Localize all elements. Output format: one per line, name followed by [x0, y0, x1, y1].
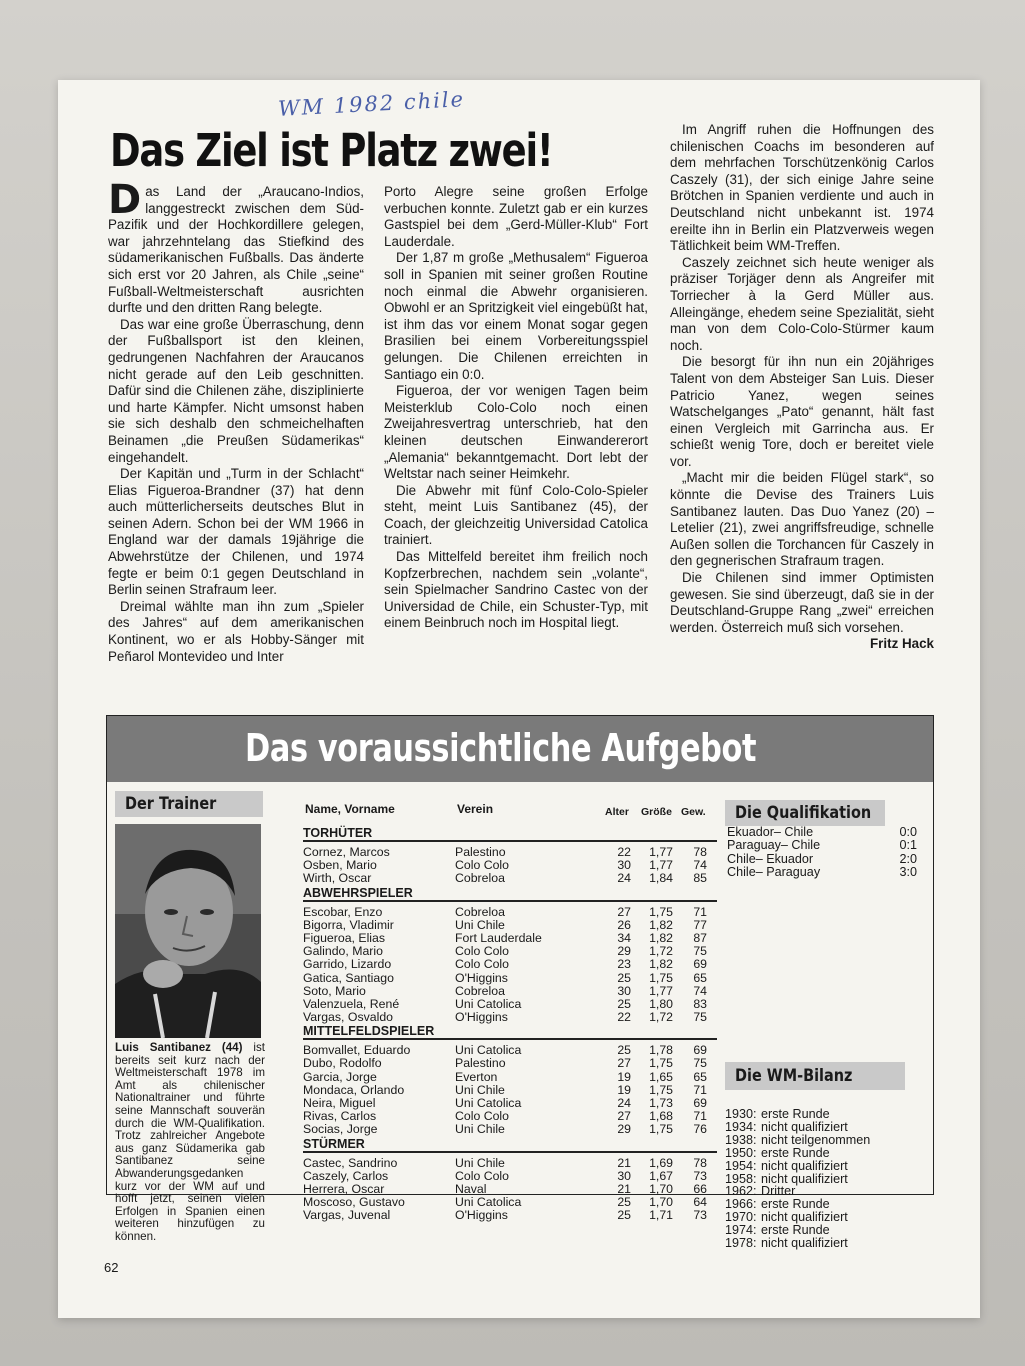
player-age: 22: [617, 1010, 631, 1025]
player-height: 1,80: [649, 996, 673, 1011]
player-club: Colo Colo: [455, 944, 509, 959]
bilanz-year: 1978:: [725, 1236, 757, 1251]
player-name: Wirth, Oscar: [303, 871, 372, 886]
magazine-page: [58, 80, 980, 1318]
bilanz-year: 1930:: [725, 1107, 757, 1121]
qualification-header: Die Qualifikation: [725, 800, 885, 826]
col-club: Verein: [457, 802, 494, 816]
player-club: Cobreloa: [455, 904, 505, 919]
player-name: Moscoso, Gustavo: [303, 1195, 405, 1210]
article-paragraph: Der 1,87 m große „Methusalem“ Figueroa soll in Spanien mit seiner großen Routine noch einmal die Abwehr organisieren. Obwohl er an Spritzigkeit viel eingebüßt hat, ist ihm das vor einem Monat sogar gegen Brasilien bei einem Vorbereitungsspiel gelungen. Die Chilenen erreichten in Santiago ein 0:0.: [384, 250, 648, 382]
article-paragraph: Porto Alegre seine großen Erfolge verbuchen konnte. Zuletzt gab er ein kurzes Gastspiel bei dem „Gerd-Müller-Klub“ Fort Lauderdale.: [384, 184, 648, 249]
player-weight: 65: [693, 970, 707, 985]
player-weight: 83: [693, 996, 707, 1011]
article-paragraph: Die Chilenen sind immer Optimisten gewesen. Sie sind überzeugt, daß sie in der Deutschland-Gruppe Rang „zwei“ erreichen werden. Österreich muß sich vorsehen.: [670, 570, 934, 635]
squad-box: [106, 715, 934, 1251]
player-club: Fort Lauderdale: [455, 930, 542, 945]
player-weight: 78: [693, 845, 707, 859]
trainer-header: Der Trainer: [115, 791, 263, 817]
list-item: [727, 826, 917, 839]
player-weight: 87: [693, 930, 707, 945]
player-club: Everton: [455, 1069, 498, 1084]
table-row: [303, 1011, 717, 1024]
player-weight: 73: [693, 1168, 707, 1183]
player-club: Uni Catolica: [455, 996, 522, 1011]
player-club: Uni Chile: [455, 1082, 505, 1097]
player-height: 1,77: [649, 845, 673, 859]
player-weight: 71: [693, 904, 707, 919]
player-weight: 64: [693, 1195, 707, 1210]
player-height: 1,70: [649, 1181, 673, 1196]
player-weight: 71: [693, 1109, 707, 1124]
player-name: Dubo, Rodolfo: [303, 1056, 382, 1071]
player-age: 25: [617, 1043, 631, 1058]
player-height: 1,77: [649, 858, 673, 873]
player-height: 1,69: [649, 1155, 673, 1170]
player-club: Colo Colo: [455, 1109, 509, 1124]
player-height: 1,71: [649, 1208, 673, 1223]
player-weight: 71: [693, 1082, 707, 1097]
article-paragraph: Das Mittelfeld bereitet ihm freilich noch Kopfzerbrechen, nachdem sein „volante“, sein Spielmacher Sandrino Castec von der Universidad de Chile, ein Schuster-Typ, mit einem Beinbruch noch im Hospital liegt.: [384, 549, 648, 631]
bilanz-result: nicht qualifiziert: [761, 1210, 848, 1225]
player-weight: 77: [693, 917, 707, 932]
player-age: 30: [617, 858, 631, 873]
table-row: [303, 1123, 717, 1136]
player-name: Valenzuela, René: [303, 996, 400, 1011]
table-row: [303, 1157, 717, 1170]
player-club: Uni Catolica: [455, 1096, 522, 1110]
player-club: Uni Chile: [455, 1155, 505, 1170]
bilanz-year: 1966:: [725, 1197, 757, 1212]
bilanz-result: nicht qualifiziert: [761, 1158, 848, 1173]
player-weight: 66: [693, 1181, 707, 1196]
match-score: 0:0: [899, 825, 917, 839]
player-age: 19: [617, 1082, 631, 1097]
col-height: Größe: [641, 806, 672, 818]
player-height: 1,75: [649, 1122, 673, 1137]
dropcap: D: [108, 177, 142, 223]
player-name: Caszely, Carlos: [303, 1168, 389, 1183]
article-paragraph: Die besorgt für ihn nun ein 20jähriges Talent von dem Absteiger San Luis. Dieser Patricio Yanez, wegen seines Watschelganges „Pato“ genannt, hält fast einen Vergleich mit Garrincha aus. Er schießt wenig Tore, doch er bereitet viele vor.: [670, 354, 934, 469]
squad-group-heading: ABWEHRSPIELER: [303, 886, 717, 902]
squad-table-header: [303, 796, 717, 826]
match-score: 3:0: [899, 865, 917, 880]
match-pairing: Paraguay– Chile: [727, 838, 821, 853]
player-age: 30: [617, 983, 631, 998]
player-weight: 75: [693, 944, 707, 959]
player-weight: 65: [693, 1069, 707, 1084]
article-column-3: [670, 122, 934, 653]
player-club: Uni Catolica: [455, 1043, 522, 1058]
article-paragraph: „Macht mir die beiden Flügel stark“, so könnte die Devise des Trainers Luis Santibanez lauten. Das Duo Yanez (20) – Letelier (21), zwei angriffsfreudige, schnelle Außen sollen die Torchancen für Caszely in den gegnerischen Strafraum tragen.: [670, 470, 934, 569]
article-paragraph: Caszely zeichnet sich heute weniger als präziser Torjäger denn als Angreifer mit Torriecher à la Gerd Müller aus. Alleingänge, ehedem seine Spezialität, sieht man von dem Colo-Colo-Stürmer kaum noch.: [670, 254, 934, 353]
bilanz-result: nicht qualifiziert: [761, 1171, 848, 1186]
player-name: Osben, Mario: [303, 858, 377, 873]
player-age: 26: [617, 917, 631, 932]
author-byline: Fritz Hack: [870, 636, 934, 652]
article-paragraph: Der Kapitän und „Turm in der Schlacht“ Elias Figueroa-Brandner (37) hat denn auch mütterlicherseits deutsches Blut in seinen Adern. Schon bei der WM 1966 in England war der damals 19jährige die Abwehrstütze der Chilenen, und 1974 fegte er beim 0:1 gegen Deutschland in Berlin seinen Strafraum leer.: [108, 466, 364, 598]
bilanz-result: erste Runde: [761, 1223, 830, 1238]
player-weight: 75: [693, 1010, 707, 1025]
bilanz-year: 1938:: [725, 1132, 757, 1147]
player-club: Colo Colo: [455, 957, 509, 972]
player-name: Soto, Mario: [303, 983, 366, 998]
player-age: 25: [617, 1208, 631, 1223]
table-row: [303, 1057, 717, 1070]
player-weight: 75: [693, 1056, 707, 1071]
table-row: [303, 872, 717, 885]
list-item: [725, 1237, 925, 1250]
player-name: Vargas, Osvaldo: [303, 1010, 393, 1025]
squad-group-heading: STÜRMER: [303, 1137, 717, 1153]
player-age: 27: [617, 904, 631, 919]
player-height: 1,65: [649, 1069, 673, 1084]
player-weight: 74: [693, 858, 707, 873]
bilanz-year: 1958:: [725, 1171, 757, 1186]
player-weight: 69: [693, 957, 707, 972]
player-club: Uni Chile: [455, 917, 505, 932]
list-item: [727, 839, 917, 852]
bilanz-result: nicht qualifiziert: [761, 1236, 848, 1251]
col-age: Alter: [605, 806, 629, 818]
article-paragraph: Dreimal wählte man ihn zum „Spieler des Jahres“ auf dem amerikanischen Kontinent, wo er als Hobby-Sänger mit Peñarol Montevideo und Inter: [108, 598, 364, 664]
player-age: 19: [617, 1069, 631, 1084]
player-height: 1,68: [649, 1109, 673, 1124]
match-score: 0:1: [899, 838, 917, 853]
squad-group-heading: MITTELFELDSPIELER: [303, 1024, 717, 1040]
article-paragraph: Im Angriff ruhen die Hoffnungen des chilenischen Coachs im besonderen auf dem mehrfachen Torschützenkönig Carlos Caszely (31), der sich einige Jahre seine Brötchen in Spanien verdiente und auch in Deutschland nicht unbekannt ist. 1974 ereilte ihn in Berlin ein Platzverweis wegen Tätlichkeit beim WM-Treffen.: [670, 122, 934, 254]
table-row: [303, 1170, 717, 1183]
player-name: Herrera, Oscar: [303, 1181, 385, 1196]
player-age: 27: [617, 1109, 631, 1124]
table-row: [303, 1071, 717, 1084]
player-weight: 85: [693, 871, 707, 886]
player-age: 23: [617, 957, 631, 972]
article-paragraph: Das Land der „Araucano-Indios, langgestreckt zwischen dem Süd-Pazifik und der Hochkordillere gelegen, war jahrzehntelang das Stiefkind des südamerikanischen Fußballs. Das änderte sich erst vor 20 Jahren, als Chile „seine“ Fußball-Weltmeisterschaft ausrichten durfte und den dritten Rang belegte.: [108, 177, 364, 316]
player-name: Castec, Sandrino: [303, 1155, 398, 1170]
player-age: 21: [617, 1181, 631, 1196]
bilanz-year: 1934:: [725, 1119, 757, 1134]
player-weight: 78: [693, 1155, 707, 1170]
headline: Das Ziel ist Platz zwei!: [110, 124, 553, 177]
player-name: Figueroa, Elias: [303, 930, 386, 945]
bilanz-year: 1974:: [725, 1223, 757, 1238]
player-weight: 73: [693, 1208, 707, 1223]
squad-banner: [107, 716, 933, 782]
player-height: 1,75: [649, 1056, 673, 1071]
player-height: 1,82: [649, 917, 673, 932]
player-age: 25: [617, 1195, 631, 1210]
player-name: Gatica, Santiago: [303, 970, 394, 985]
player-club: O'Higgins: [455, 1010, 508, 1025]
bilanz-result: erste Runde: [761, 1197, 830, 1212]
player-name: Cornez, Marcos: [303, 845, 390, 859]
player-height: 1,84: [649, 871, 673, 886]
bilanz-year: 1950:: [725, 1145, 757, 1160]
handwritten-note: WM 1982 chile: [277, 87, 466, 121]
player-height: 1,70: [649, 1195, 673, 1210]
squad-title: Das voraussichtliche Aufgebot: [245, 726, 757, 770]
player-name: Vargas, Juvenal: [303, 1208, 391, 1223]
bilanz-result: Dritter: [761, 1184, 796, 1199]
player-height: 1,75: [649, 904, 673, 919]
match-pairing: Chile– Paraguay: [727, 865, 821, 880]
player-age: 30: [617, 1168, 631, 1183]
table-row: [303, 985, 717, 998]
player-club: Palestino: [455, 845, 506, 859]
player-age: 25: [617, 996, 631, 1011]
player-height: 1,77: [649, 983, 673, 998]
match-pairing: Chile– Ekuador: [727, 851, 814, 866]
player-height: 1,72: [649, 1010, 673, 1025]
player-club: Cobreloa: [455, 871, 505, 886]
page-number: 62: [104, 1260, 119, 1275]
player-name: Mondaca, Orlando: [303, 1082, 405, 1097]
trainer-name: Luis Santibanez (44): [115, 1041, 243, 1054]
bilanz-result: erste Runde: [761, 1145, 830, 1160]
bilanz-year: 1970:: [725, 1210, 757, 1225]
list-item: [727, 866, 917, 879]
article-paragraph: Die Abwehr mit fünf Colo-Colo-Spieler steht, meint Luis Santibanez (45), der Coach, der gleichzeitig Universidad Catolica trainiert.: [384, 482, 648, 548]
player-age: 22: [617, 845, 631, 859]
player-height: 1,82: [649, 930, 673, 945]
table-row: [303, 958, 717, 971]
player-age: 27: [617, 1056, 631, 1071]
player-name: Rivas, Carlos: [303, 1109, 377, 1124]
player-age: 34: [617, 930, 631, 945]
trainer-portrait-image: [115, 824, 261, 1038]
player-age: 25: [617, 970, 631, 985]
bilanz-year: 1962:: [725, 1184, 757, 1199]
player-height: 1,75: [649, 970, 673, 985]
player-club: O'Higgins: [455, 970, 508, 985]
table-row: [303, 919, 717, 932]
wm-bilanz-list: [725, 1108, 925, 1250]
squad-group-heading: TORHÜTER: [303, 826, 717, 842]
player-club: O'Higgins: [455, 1208, 508, 1223]
article-column-2: [384, 184, 648, 632]
player-height: 1,73: [649, 1096, 673, 1110]
player-name: Garrido, Lizardo: [303, 957, 392, 972]
player-name: Garcia, Jorge: [303, 1069, 377, 1084]
article-paragraph: Das war eine große Überraschung, denn der Fußballsport ist den kleinen, gedrungenen Nachfahren der Araucanos nicht gerade auf den Leib geschnitten. Dafür sind die Chilenen zähe, disziplinierte und harte Kämpfer. Nicht umsonst haben sie sich deshalb den schmeichelhaften Beinamen „die Preußen Südamerikas“ eingehandelt.: [108, 316, 364, 465]
bilanz-year: 1954:: [725, 1158, 757, 1173]
player-club: Cobreloa: [455, 983, 505, 998]
table-row: [303, 1209, 717, 1222]
col-name: Name, Vorname: [305, 802, 395, 816]
player-weight: 74: [693, 983, 707, 998]
player-age: 24: [617, 1096, 631, 1110]
qualification-list: [727, 826, 917, 880]
article-paragraph: Figueroa, der vor wenigen Tagen beim Meisterklub Colo-Colo noch einen Zweijahresvertrag unterschrieb, hat den kleinen deutschen Einwandererort „Alemania“ bekanntgemacht. Dort lebt der Weltstar nach seiner Heimkehr.: [384, 383, 648, 482]
player-club: Uni Catolica: [455, 1195, 522, 1210]
player-name: Galindo, Mario: [303, 944, 383, 959]
wm-bilanz-header: Die WM-Bilanz: [725, 1062, 905, 1090]
player-name: Bomvallet, Eduardo: [303, 1043, 411, 1058]
player-club: Naval: [455, 1181, 487, 1196]
player-age: 24: [617, 871, 631, 886]
table-row: [303, 972, 717, 985]
player-height: 1,67: [649, 1168, 673, 1183]
player-club: Palestino: [455, 1056, 506, 1071]
player-club: Colo Colo: [455, 1168, 509, 1183]
player-name: Escobar, Enzo: [303, 904, 383, 919]
trainer-caption: Luis Santibanez (44) ist bereits seit kurz nach der Weltmeisterschaft 1978 im Amt als chilenischer Nationaltrainer und führte seine Mannschaft souverän durch die WM-Qualifikation. Trotz zahlreicher Angebote aus ganz Südamerika gab Santibanez seine Abwanderungsgedanken kurz vor der WM auf und hofft jetzt, seinen vielen Erfolgen in Spanien einen weiteren hinzufügen zu können.: [115, 1041, 265, 1243]
player-club: Colo Colo: [455, 858, 509, 873]
player-age: 29: [617, 1122, 631, 1137]
match-pairing: Ekuador– Chile: [727, 825, 814, 839]
col-weight: Gew.: [681, 806, 706, 818]
article-column-1: [108, 177, 364, 665]
match-score: 2:0: [899, 851, 917, 866]
player-club: Uni Chile: [455, 1122, 505, 1137]
player-name: Socias, Jorge: [303, 1122, 378, 1137]
player-height: 1,82: [649, 957, 673, 972]
squad-table: [303, 796, 717, 1223]
trainer-photo: [115, 824, 261, 1038]
player-age: 29: [617, 944, 631, 959]
bilanz-result: nicht qualifiziert: [761, 1119, 848, 1134]
list-item: [727, 853, 917, 866]
bilanz-result: erste Runde: [761, 1107, 830, 1121]
player-weight: 76: [693, 1122, 707, 1137]
player-height: 1,78: [649, 1043, 673, 1058]
player-weight: 69: [693, 1096, 707, 1110]
player-height: 1,75: [649, 1082, 673, 1097]
player-age: 21: [617, 1155, 631, 1170]
table-row: [303, 906, 717, 919]
player-weight: 69: [693, 1043, 707, 1058]
bilanz-result: nicht teilgenommen: [761, 1132, 871, 1147]
player-height: 1,72: [649, 944, 673, 959]
player-name: Neira, Miguel: [303, 1096, 376, 1110]
player-name: Bigorra, Vladimir: [303, 917, 394, 932]
